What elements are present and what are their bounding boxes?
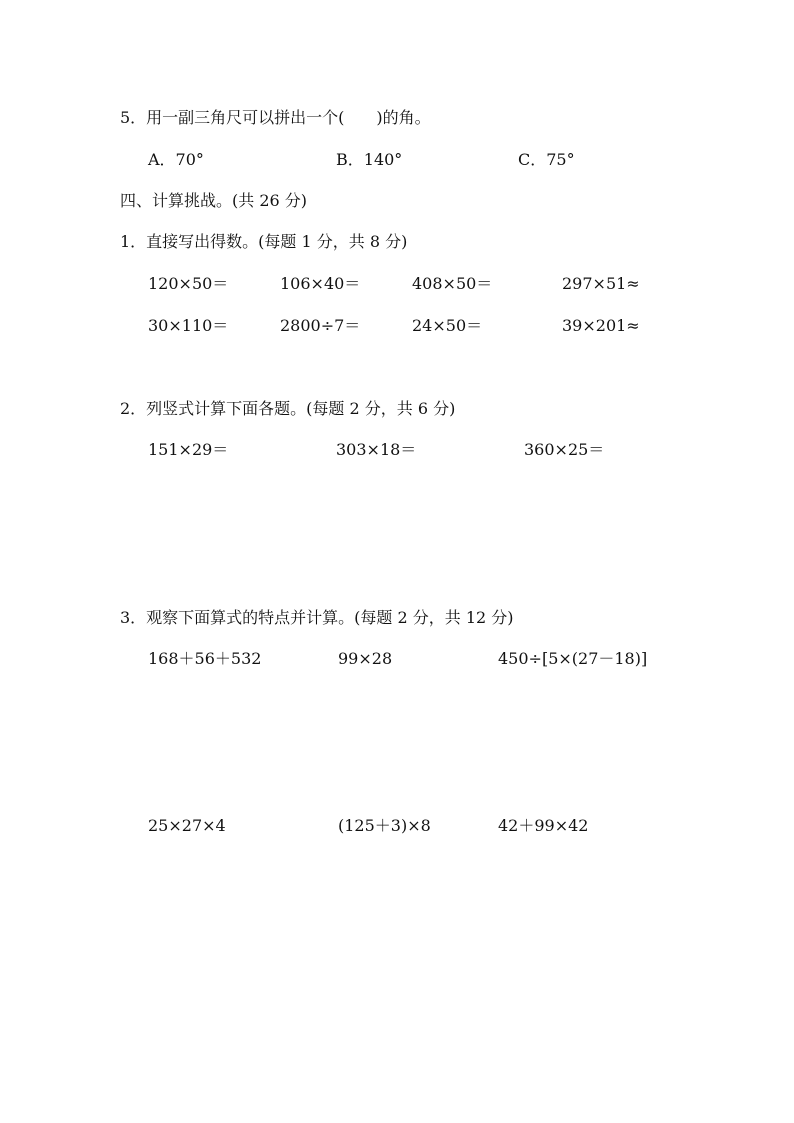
problem-1-item: 39×201≈ — [562, 316, 640, 335]
problem-1-item: 2800÷7＝ — [280, 316, 361, 335]
section-4-title: 四、计算挑战。(共 26 分) — [120, 191, 308, 210]
problem-1-item: 120×50＝ — [148, 274, 229, 293]
problem-3-title: 3．观察下面算式的特点并计算。(每题 2 分，共 12 分) — [120, 608, 514, 627]
problem-3-item: 450÷[5×(27－18)] — [498, 649, 648, 668]
problem-3-item: 99×28 — [338, 649, 393, 668]
problem-3-item: 42＋99×42 — [498, 816, 589, 835]
problem-1-item: 106×40＝ — [280, 274, 361, 293]
problem-3-item: 25×27×4 — [148, 816, 226, 835]
problem-2-item: 303×18＝ — [336, 440, 417, 459]
problem-2-title: 2．列竖式计算下面各题。(每题 2 分，共 6 分) — [120, 399, 456, 418]
problem-3-item: (125＋3)×8 — [338, 816, 431, 835]
problem-1-title: 1．直接写出得数。(每题 1 分，共 8 分) — [120, 232, 408, 251]
problem-3-item: 168＋56＋532 — [148, 649, 262, 668]
problem-2-item: 360×25＝ — [524, 440, 605, 459]
problem-1-item: 408×50＝ — [412, 274, 493, 293]
problem-2-item: 151×29＝ — [148, 440, 229, 459]
problem-1-item: 24×50＝ — [412, 316, 483, 335]
question-5-stem: 5．用一副三角尺可以拼出一个( )的角。 — [120, 108, 431, 127]
problem-1-item: 297×51≈ — [562, 274, 640, 293]
question-5-option-c: C．75° — [518, 150, 575, 169]
problem-1-item: 30×110＝ — [148, 316, 229, 335]
question-5-option-b: B．140° — [336, 150, 403, 169]
question-5-option-a: A．70° — [148, 150, 204, 169]
